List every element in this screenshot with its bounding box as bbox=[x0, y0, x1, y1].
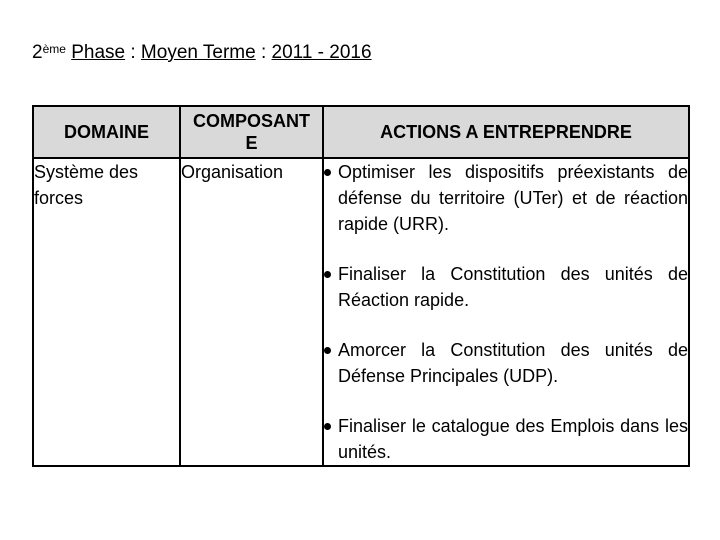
years-range: 2011 - 2016 bbox=[271, 42, 372, 63]
page-title bbox=[32, 38, 372, 68]
header-actions: ACTIONS A ENTREPRENDRE bbox=[323, 106, 689, 158]
table-row bbox=[33, 158, 689, 466]
phase-superscript: ème bbox=[42, 42, 66, 56]
actions-list bbox=[324, 159, 688, 465]
bullet-icon bbox=[324, 347, 331, 354]
bullet-icon bbox=[324, 423, 331, 430]
cell-composante: Organisation bbox=[180, 158, 323, 466]
action-item: Finaliser la Constitution des unités de Réaction rapide. bbox=[324, 261, 688, 313]
phase-table bbox=[32, 105, 690, 467]
phase-word: Phase bbox=[71, 42, 126, 63]
action-item: Finaliser le catalogue des Emplois dans les unités. bbox=[324, 413, 688, 465]
term-label: Moyen Terme bbox=[140, 42, 256, 63]
table-header-row bbox=[33, 106, 689, 158]
header-domaine: DOMAINE bbox=[33, 106, 180, 158]
bullet-icon bbox=[324, 271, 331, 278]
title-separator-1: : bbox=[125, 42, 141, 63]
header-composante: COMPOSANT E bbox=[180, 106, 323, 158]
phase-number: 2 bbox=[32, 42, 43, 63]
cell-domaine: Système des forces bbox=[33, 158, 180, 466]
action-item: Optimiser les dispositifs préexistants de défense du territoire (UTer) et de réaction rapide (URR). bbox=[324, 159, 688, 237]
cell-actions bbox=[323, 158, 689, 466]
action-item: Amorcer la Constitution des unités de Défense Principales (UDP). bbox=[324, 337, 688, 389]
title-separator-2: : bbox=[255, 42, 272, 63]
bullet-icon bbox=[324, 169, 331, 176]
